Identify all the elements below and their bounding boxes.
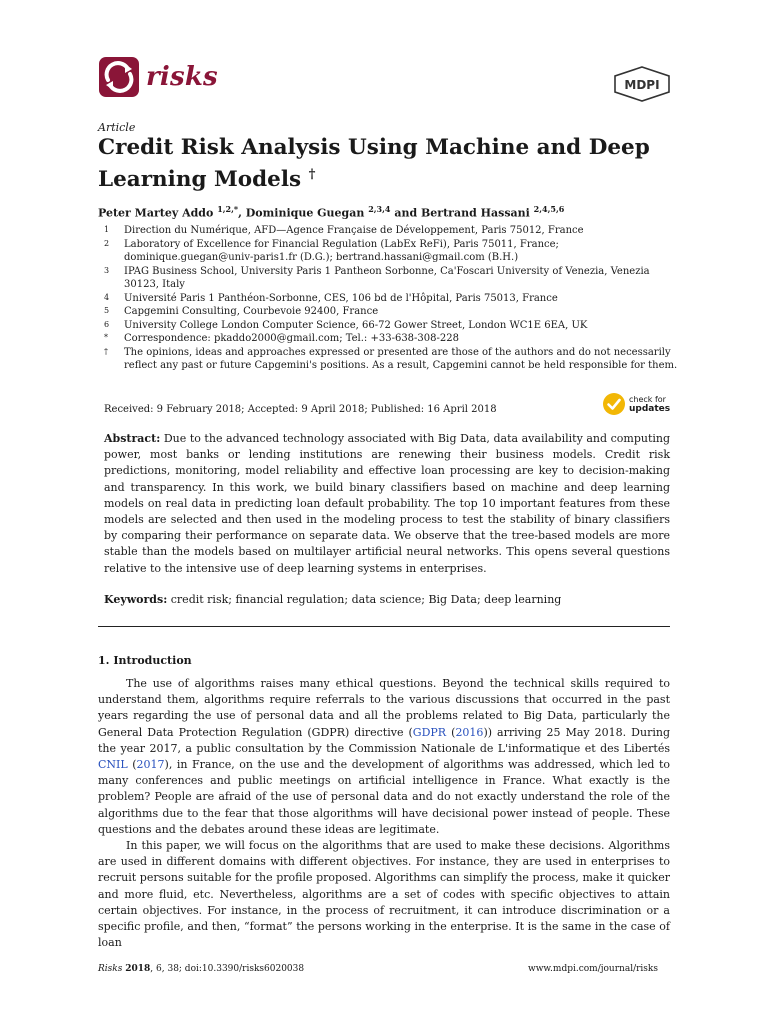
section-body — [98, 676, 670, 951]
abstract — [104, 431, 670, 577]
affiliation-text: Laboratory of Excellence for Financial Regulation (LabEx ReFi), Paris 75011, France; dominique.guegan@univ-paris1.fr (D.G.); bertrand.hassani@gmail.com (B.H.) — [124, 238, 559, 263]
affiliation-item — [104, 319, 679, 333]
body-paragraph: In this paper, we will focus on the algorithms that are used to make these decisions. Algorithms are used in different domains with different objectives. For instance, they are used in enterprises to recruit persons suitable for the profile proposed. Algorithms can simplify the process, make it quicker and more fluid, etc. Nevertheless, algorithms are a set of codes with specific objectives to attain certain objectives. For instance, in the process of recruitment, it can introduce discrimination or a specific profile, and then, “format” the persons working in the enterprise. It is the same in the case of loan — [98, 839, 670, 950]
article-title — [98, 134, 678, 193]
affiliation-text: Capgemini Consulting, Courbevoie 92400, France — [124, 306, 379, 317]
affiliation-item — [104, 305, 679, 319]
affiliation-mark: 6 — [104, 319, 110, 329]
section-heading: 1. Introduction — [98, 654, 192, 667]
check-updates-label — [629, 395, 670, 414]
affiliation-mark: 3 — [104, 265, 110, 275]
check-updates-line2: updates — [629, 403, 671, 414]
paragraph-text: ( — [127, 758, 137, 772]
author-and: and — [394, 206, 418, 220]
correspondence-text[interactable]: Correspondence: pkaddo2000@gmail.com; Tel.: +33-638-308-228 — [124, 333, 459, 344]
affiliation-text: Université Paris 1 Panthéon-Sorbonne, CES, 106 bd de l'Hôpital, Paris 75013, France — [124, 292, 558, 304]
paragraph-text: ( — [446, 725, 456, 739]
risks-logo-icon — [98, 56, 140, 98]
gdpr-citation-link[interactable]: GDPR — [412, 725, 447, 739]
affiliation-list — [104, 224, 679, 373]
keywords-text: credit risk; financial regulation; data science; Big Data; deep learning — [170, 593, 562, 606]
affiliation-item — [104, 224, 679, 238]
author-list — [98, 204, 564, 220]
title-footnote-mark: † — [308, 167, 316, 182]
check-updates-line1: check for — [629, 394, 666, 404]
publication-dates: Received: 9 February 2018; Accepted: 9 April 2018; Published: 16 April 2018 — [104, 404, 497, 415]
affiliation-mark: 4 — [104, 292, 110, 302]
cnil-year-link[interactable]: 2017 — [136, 758, 165, 772]
journal-name: risks — [146, 62, 218, 92]
body-paragraph — [98, 676, 670, 838]
affiliation-text: University College London Computer Science, 66-72 Gower Street, London WC1E 6EA, UK — [124, 319, 588, 331]
keywords — [104, 593, 561, 606]
affiliation-mark: 1 — [104, 225, 110, 234]
gdpr-year-link[interactable]: 2016 — [455, 725, 484, 739]
affiliation-mark: * — [104, 333, 108, 342]
article-type: Article — [98, 121, 136, 134]
paragraph-text: ), in France, on the use and the development of algorithms was addressed, which led to many conferences and public meetings on artificial intelligence in France. What exactly is the problem? People are afraid of the use of personal data and do not exactly understand the role of the algorithms due to the fear that those algorithms will have decisional power instead of people. These questions and the debates around these ideas are legitimate. — [98, 758, 670, 836]
footer-citation — [98, 964, 304, 974]
keywords-label: Keywords: — [104, 593, 168, 606]
footer-citation-text: , 6, 38; doi:10.3390/risks6020038 — [150, 964, 305, 974]
affiliation-item — [104, 238, 679, 265]
author-name[interactable]: Bertrand Hassani — [421, 206, 530, 220]
affiliation-mark: 2 — [104, 238, 110, 248]
affiliation-text: IPAG Business School, University Paris 1 Pantheon Sorbonne, Ca'Foscari University of Venezia, Venezia 30123, Italy — [124, 265, 650, 290]
publisher-name: MDPI — [624, 78, 660, 92]
author-name[interactable]: Peter Martey Addo — [98, 206, 214, 220]
footer-journal: Risks — [98, 964, 123, 974]
abstract-label: Abstract: — [104, 432, 161, 445]
paragraph-text: )) arriving 25 May 2018. During the year 2017, a public consultation by the Commission Nationale de L'informatique et des Libertés — [98, 725, 670, 755]
affiliation-item — [104, 265, 679, 292]
affiliation-mark: 5 — [104, 306, 110, 315]
author-affil-marks: 1,2,* — [217, 204, 239, 214]
paragraph-text: The use of algorithms raises many ethical questions. Beyond the technical skills required to understand them, algorithms require referrals to the various discussions that occurred in the past years regarding the use of personal data and all the problems related to Big Data, particularly the General Data Protection Regulation (GDPR) directive ( — [98, 677, 670, 739]
affiliation-text: Direction du Numérique, AFD—Agence Française de Développement, Paris 75012, France — [124, 225, 584, 236]
author-name[interactable]: Dominique Guegan — [245, 206, 365, 220]
author-separator: , — [238, 206, 242, 220]
disclaimer-text: The opinions, ideas and approaches expressed or presented are those of the authors and do not necessarily reflect any past or future Capgemini's positions. As a result, Capgemini cannot be held responsible for them. — [124, 346, 678, 371]
check-for-updates-button[interactable] — [602, 392, 670, 416]
author-affil-marks: 2,3,4 — [368, 204, 391, 214]
affiliation-item — [104, 292, 679, 306]
cnil-citation-link[interactable]: CNIL — [98, 758, 128, 772]
correspondence-item — [104, 332, 679, 346]
disclaimer-item — [104, 346, 679, 373]
footer-url[interactable]: www.mdpi.com/journal/risks — [528, 964, 658, 974]
check-updates-icon — [602, 392, 626, 416]
journal-logo[interactable] — [98, 56, 218, 98]
abstract-text: Due to the advanced technology associated with Big Data, data availability and computing power, most banks or lending institutions are renewing their business models. Credit risk predictions, monitoring, model reliability and effective loan processing are key to decision-making and transparency. In this work, we build binary classifiers based on machine and deep learning models on real data in predicting loan default probability. The top 10 important features from these models are selected and then used in the modeling process to test the stability of binary classifiers by comparing their performance on separate data. We observe that the tree-based models are more stable than the models based on multilayer artificial neural networks. This opens several questions relative to the intensive use of deep learning systems in enterprises. — [104, 432, 671, 575]
footer-year: 2018 — [125, 964, 151, 974]
author-affil-marks: 2,4,5,6 — [533, 204, 565, 214]
affiliation-mark: † — [104, 346, 108, 356]
section-divider — [98, 626, 670, 627]
title-text: Credit Risk Analysis Using Machine and Deep Learning Models — [98, 135, 650, 193]
mdpi-logo-icon[interactable] — [612, 66, 672, 102]
